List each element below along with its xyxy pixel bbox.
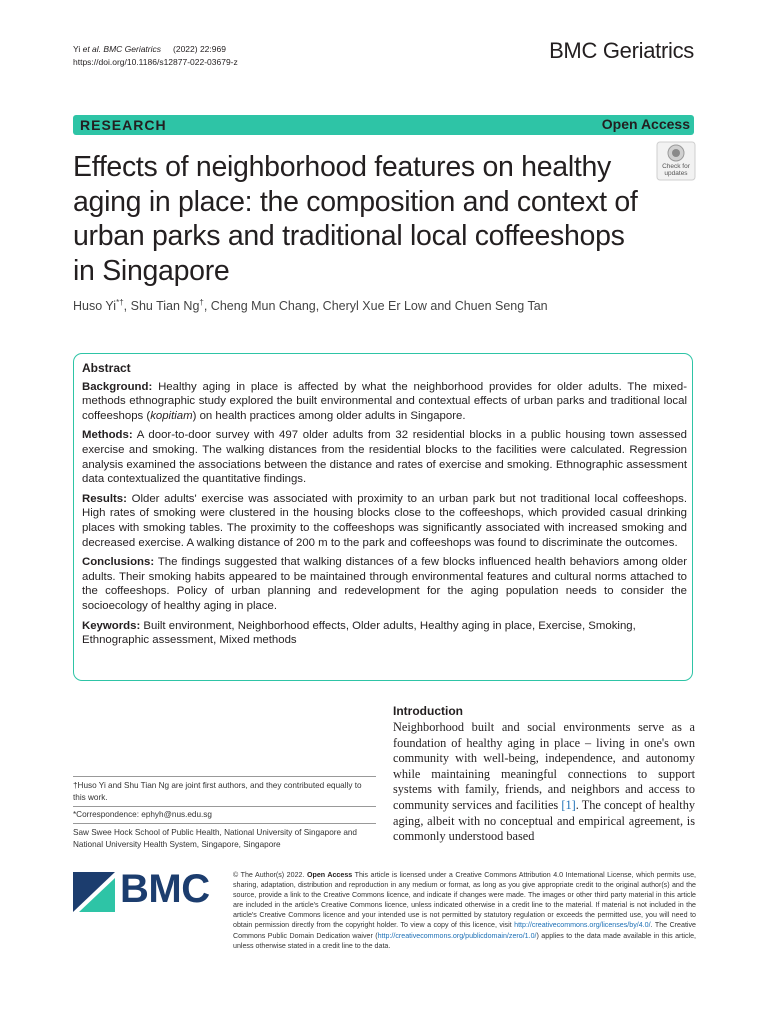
license-link-cc-zero[interactable]: http://creativecommons.org/publicdomain/zero/1.0/ — [377, 931, 537, 940]
author-rest: , Cheng Mun Chang, Cheryl Xue Er Low and Chuen Seng Tan — [203, 299, 548, 314]
intro-text-1: Neighborhood built and social environments serve as a foundation of healthy aging in place – living in one's own community with well-being, independence, and autonomy while maintaining meaningful connections to support systems with family, friends, and neighbors and access to community services and facilities — [393, 720, 695, 812]
methods-text: A door-to-door survey with 497 older adults from 32 residential blocks in a public housing town assessed exercise and smoking. The walking distances from the residential blocks to the facilities were calculated. Regression analysis examined the associations between the distance and rates of exercise and smoking. Ethnographic assessment data contextualized the quantitative findings. — [82, 429, 687, 486]
license-text-1: This article is licensed under a Creative Commons Attribution 4.0 International License, which permits use, sharing, adaptation, distribution and reproduction in any medium or format, as long as you give appropriate credit to the original author(s) and the source, provide a link to the Creative Commons licence, and indicate if changes were made. The images or other third party material in this article are included in the article's Creative Commons licence, unless indicated otherwise in a credit line to the material. If material is not included in the article's Creative Commons licence and your intended use is not permitted by statutory regulation or exceeds the permitted use, you will need to obtain permission directly from the copyright holder. To view a copy of this licence, visit — [233, 871, 696, 930]
keywords-label: Keywords: — [82, 619, 141, 632]
background-italic: kopitiam — [150, 409, 193, 422]
license-text-3: ) applies to the data made available in this article, unless otherwise stated in a credit line to the data. — [233, 931, 696, 950]
abstract-conclusions — [82, 555, 687, 613]
results-text: Older adults' exercise was associated with proximity to an urban park but not traditional local coffeeshops. High rates of smoking were clustered in the housing blocks close to the coffeeshops, which provided casual drinking places with smoking tables. The proximity to the coffeeshops was significantly associated with increased smoking and decreased exercise. A walking distance of 200 m to the park and coffeeshops was found to discriminate the outcomes. — [82, 492, 687, 549]
footnote-divider — [73, 806, 376, 807]
abstract-content — [82, 361, 687, 653]
affiliation-note: Saw Swee Hock School of Public Health, National University of Singapore and National University Health System, Singapore, Singapore — [73, 828, 357, 849]
citation-block — [73, 43, 238, 68]
abstract-methods — [82, 428, 687, 486]
author-first[interactable]: Huso Yi — [73, 299, 117, 314]
citation-ref-link[interactable]: [1] — [561, 797, 576, 812]
license-lead: © The Author(s) 2022. — [233, 871, 307, 879]
conclusions-label: Conclusions: — [82, 556, 155, 569]
check-updates-label: Check for updates — [662, 163, 690, 177]
license-statement — [233, 870, 696, 951]
abstract-background — [82, 380, 687, 424]
section-label: RESEARCH — [80, 117, 167, 133]
doi-link[interactable]: https://doi.org/10.1186/s12877-022-03679-z — [73, 56, 238, 67]
open-access-label: Open Access — [601, 116, 690, 132]
check-for-updates-badge[interactable] — [656, 141, 696, 181]
background-label: Background: — [82, 380, 153, 393]
author-second[interactable]: , Shu Tian Ng — [123, 299, 200, 314]
author-list — [73, 298, 548, 313]
abstract-heading: Abstract — [82, 361, 131, 375]
section-bar — [73, 115, 694, 135]
license-link-cc-by[interactable]: http://creativecommons.org/licenses/by/4.0/ — [514, 921, 651, 930]
keywords-text: Built environment, Neighborhood effects, Older adults, Healthy aging in place, Exercise, Smoking, Ethnographic assessment, Mixed methods — [82, 619, 636, 647]
bmc-logo-mark-icon — [73, 872, 115, 912]
citation-year: (2022) 22:969 — [173, 44, 226, 54]
correspondence-note: *Correspondence: ephyh@nus.edu.sg — [73, 810, 212, 819]
intro-text-2: . The concept of healthy aging, albeit with no conceptual and empirical agreement, is commonly understood based — [393, 797, 695, 844]
footnote-divider — [73, 776, 376, 777]
footnote-divider — [73, 823, 376, 824]
bmc-logo-text: BMC — [120, 867, 210, 911]
citation-journal: et al. BMC Geriatrics — [82, 44, 162, 54]
joint-authors-note: †Huso Yi and Shu Tian Ng are joint first authors, and they contributed equally to this work. — [73, 781, 362, 802]
background-text-1: Healthy aging in place is affected by what the neighborhood provides for older adults. The mixed-methods ethnographic study explored the built environmental and contextual effects of urban parks and traditional local coffeeshops ( — [82, 380, 687, 422]
abstract-results — [82, 492, 687, 550]
introduction-heading: Introduction — [393, 704, 463, 718]
methods-label: Methods: — [82, 429, 133, 442]
background-text-2: ) on health practices among older adults in Singapore. — [192, 409, 466, 422]
author-second-mark: † — [199, 298, 204, 307]
license-text-2: . The Creative Commons Public Domain Dedication waiver ( — [233, 921, 696, 940]
bmc-logo — [73, 867, 213, 912]
conclusions-text: The findings suggested that walking distances of a few blocks influenced health behaviors among older adults. Their smoking habits appeared to be maintained through environmental features and cultural norms attached to the coffeeshops. Policy of urban planning and redevelopment for the aging population needs to consider the socioecology of healthy aging in place. — [82, 556, 687, 612]
introduction-text — [393, 720, 695, 845]
abstract-box — [73, 353, 693, 681]
journal-name: BMC Geriatrics — [549, 38, 694, 63]
citation-line — [73, 43, 238, 56]
license-open-access: Open Access — [306, 871, 353, 879]
citation-authors: Yi — [73, 44, 83, 54]
author-first-marks: *† — [116, 298, 124, 307]
results-label: Results: — [82, 492, 127, 505]
abstract-keywords — [82, 619, 687, 648]
article-title: Effects of neighborhood features on healthy aging in place: the composition and context of urban parks and traditional local coffeeshops in Singapore — [73, 151, 638, 287]
